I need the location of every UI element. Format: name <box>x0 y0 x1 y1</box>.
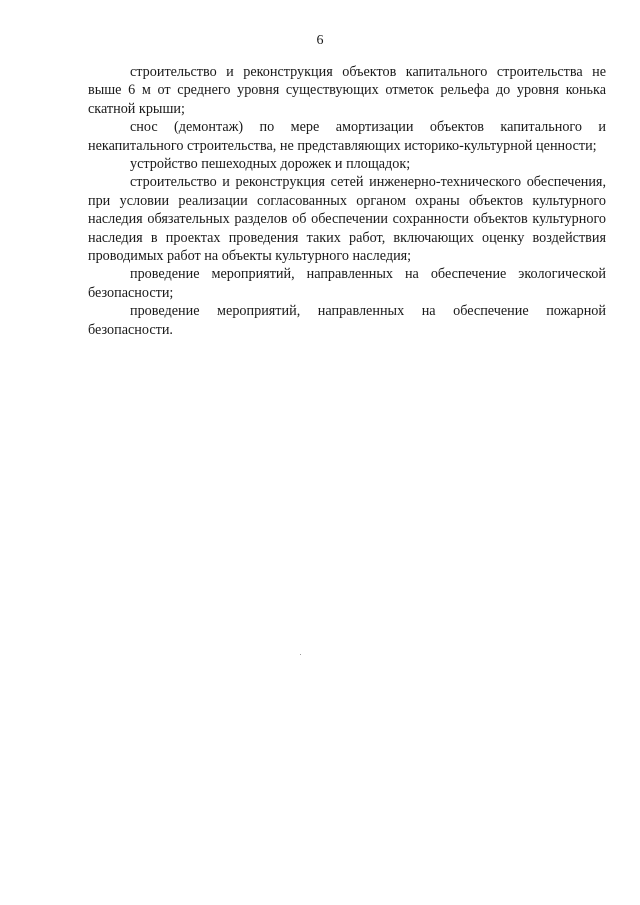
document-body <box>88 63 606 339</box>
paragraph-fire-safety: проведение мероприятий, направленных на обеспечение пожарной безопасности. <box>88 303 606 338</box>
paragraph-demolition: снос (демонтаж) по мере амортизации объектов капитального и некапитального строительства, не представляющих историко-культурной ценности; <box>88 119 606 154</box>
paragraph-ecological-safety: проведение мероприятий, направленных на обеспечение экологической безопасности; <box>88 266 606 301</box>
page-number: 6 <box>316 33 324 48</box>
paragraph-footpaths: устройство пешеходных дорожек и площадок; <box>130 156 411 173</box>
paragraph-engineering-networks: строительство и реконструкция сетей инженерно-технического обеспечения, при условии реализации согласованных органом охраны объектов культурного наследия обязательных разделов об обеспечении сохранности объектов культурного наследия в проектах проведения таких работ, включающих оценку воздействия проводимых работ на объекты культурного наследия; <box>88 174 606 265</box>
paragraph-construction-limit: строительство и реконструкция объектов капитального строительства не выше 6 м от среднего уровня существующих отметок рельефа до уровня конька скатной крыши; <box>88 64 606 117</box>
scan-speck <box>300 654 301 655</box>
